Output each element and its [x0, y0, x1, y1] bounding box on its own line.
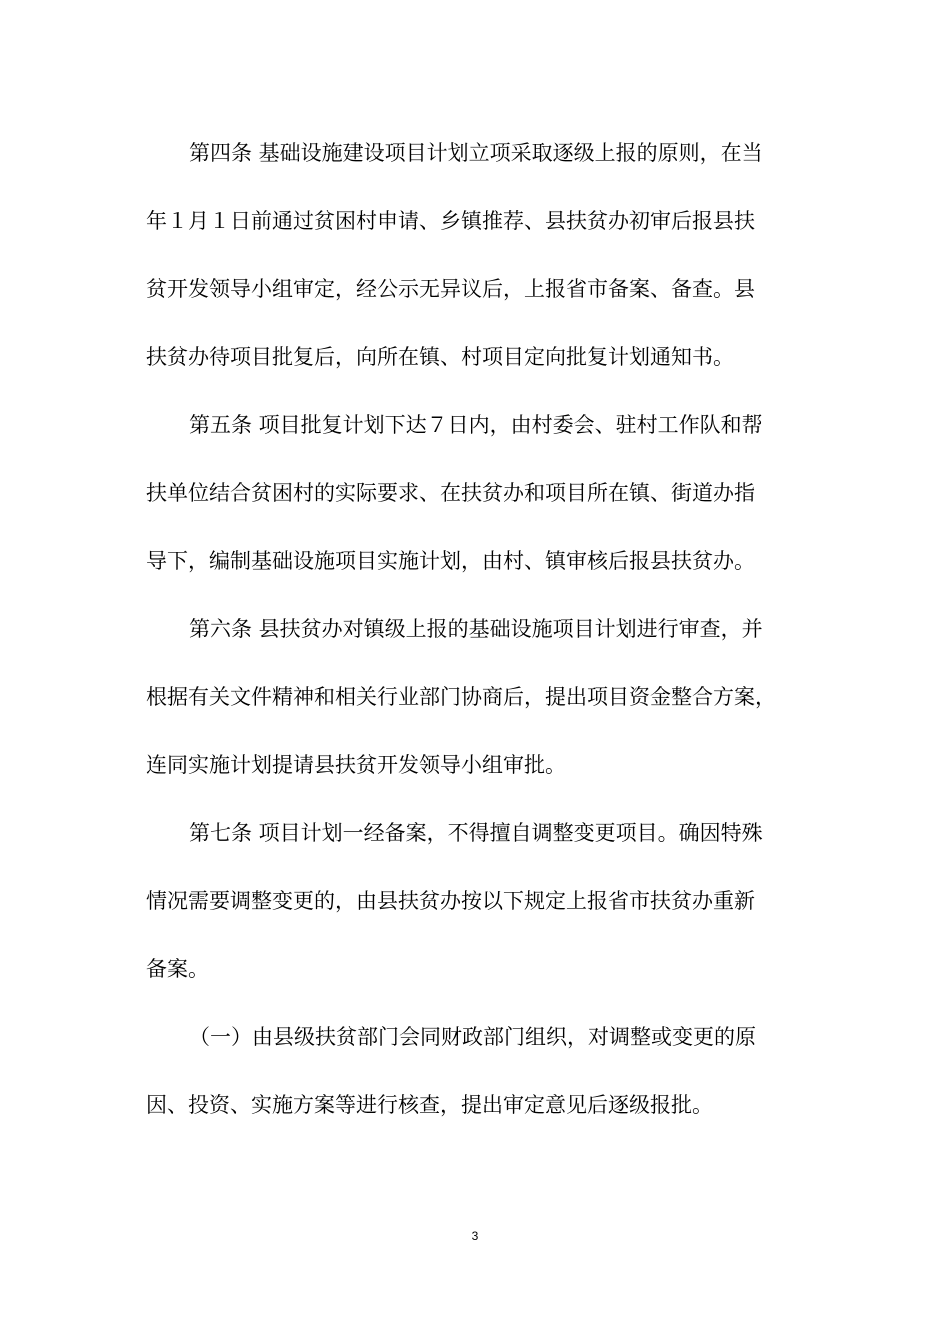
article-4-line-1: 第四条 基础设施建设项目计划立项采取逐级上报的原则，在当 [189, 141, 763, 165]
article-4-line-4: 扶贫办待项目批复后，向所在镇、村项目定向批复计划通知书。 [146, 345, 734, 369]
article-5-line-3: 导下，编制基础设施项目实施计划，由村、镇审核后报县扶贫办。 [146, 549, 755, 573]
article-5-line-1: 第五条 项目批复计划下达７日内，由村委会、驻村工作队和帮 [189, 413, 763, 437]
page-number: 3 [471, 1229, 479, 1243]
article-5-line-2: 扶单位结合贫困村的实际要求、在扶贫办和项目所在镇、街道办指 [146, 481, 755, 505]
clause-1-line-2: 因、投资、实施方案等进行核查，提出审定意见后逐级报批。 [146, 1093, 713, 1117]
article-6-line-1: 第六条 县扶贫办对镇级上报的基础设施项目计划进行审查，并 [189, 617, 763, 641]
article-4-line-3: 贫开发领导小组审定，经公示无异议后，上报省市备案、备查。县 [146, 277, 755, 301]
article-7-line-3: 备案。 [146, 957, 209, 981]
article-7-line-1: 第七条 项目计划一经备案，不得擅自调整变更项目。确因特殊 [189, 821, 763, 845]
article-4-line-2: 年１月１日前通过贫困村申请、乡镇推荐、县扶贫办初审后报县扶 [146, 209, 755, 233]
article-6-line-3: 连同实施计划提请县扶贫开发领导小组审批。 [146, 753, 566, 777]
article-7-line-2: 情况需要调整变更的，由县扶贫办按以下规定上报省市扶贫办重新 [146, 889, 755, 913]
article-6-line-2: 根据有关文件精神和相关行业部门协商后，提出项目资金整合方案， [146, 685, 776, 709]
clause-1-line-1: （一）由县级扶贫部门会同财政部门组织，对调整或变更的原 [189, 1025, 756, 1049]
